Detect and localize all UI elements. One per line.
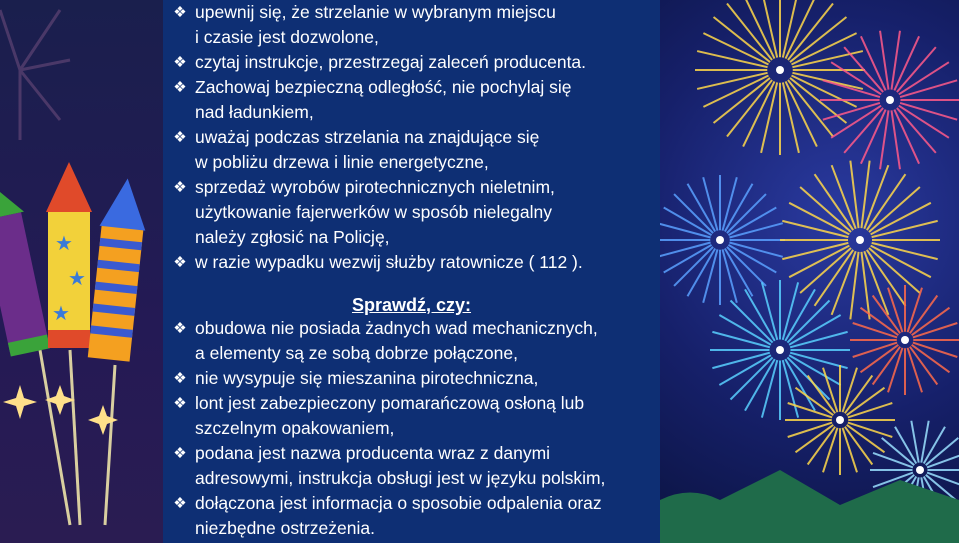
check-item-text: a elementy są ze sobą dobrze połączone,: [195, 343, 518, 363]
bullet-icon: ❖: [173, 79, 187, 96]
bullet-icon: ❖: [173, 4, 187, 21]
firework-burst-icon: [780, 161, 940, 320]
check-item-text: szczelnym opakowaniem,: [195, 418, 395, 438]
svg-text:★: ★: [52, 303, 70, 325]
firework-burst-icon: [0, 10, 70, 140]
bullet-icon: ❖: [173, 129, 187, 146]
firework-burst-icon: [785, 365, 895, 475]
firework-burst-icon: [850, 285, 959, 395]
warning-item-text: sprzedaż wyrobów pirotechnicznych nieletnim,: [195, 177, 555, 197]
bullet-icon: ❖: [173, 179, 187, 196]
check-item-text: niezbędne ostrzeżenia.: [195, 518, 375, 538]
warning-item-text: czytaj instrukcje, przestrzegaj zaleceń producenta.: [195, 52, 587, 72]
firework-burst-icon: [820, 31, 959, 170]
check-item-text: dołączona jest informacja o sposobie odpalenia oraz: [195, 493, 602, 513]
check-heading: Sprawdź, czy:: [351, 295, 472, 315]
check-item-text: nie wysypuje się mieszanina pirotechniczna,: [195, 368, 539, 388]
warning-item-text: należy zgłosić na Policję,: [195, 227, 390, 247]
svg-text:★: ★: [68, 268, 86, 290]
rocket-icon: [86, 176, 151, 362]
warning-item-text: upewnij się, że strzelanie w wybranym miejscu: [195, 2, 556, 22]
rockets-illustration: [0, 0, 163, 543]
check-item-text: adresowymi, instrukcja obsługi jest w języku polskim,: [195, 468, 606, 488]
bullet-icon: ❖: [173, 54, 187, 71]
warning-item-text: nad ładunkiem,: [195, 102, 314, 122]
check-item-text: lont jest zabezpieczony pomarańczową osłoną lub: [195, 393, 585, 413]
warning-item-text: w pobliżu drzewa i linie energetyczne,: [195, 152, 489, 172]
check-item-text: obudowa nie posiada żadnych wad mechanicznych,: [195, 318, 598, 338]
bullet-icon: ❖: [173, 445, 187, 462]
bullet-icon: ❖: [173, 370, 187, 387]
warning-item-text: Zachowaj bezpieczną odległość, nie pochylaj się: [195, 77, 572, 97]
svg-text:★: ★: [55, 233, 73, 255]
rocket-icon: [46, 162, 92, 348]
bullet-icon: ❖: [173, 254, 187, 271]
rocket-icon: [0, 182, 50, 356]
bullet-icon: ❖: [173, 320, 187, 337]
warning-item-text: uważaj podczas strzelania na znajdujące się: [195, 127, 540, 147]
safety-rules-panel: [163, 0, 660, 543]
warning-item-text: użytkowanie fajerwerków w sposób nielegalny: [195, 202, 552, 222]
warning-item-text: w razie wypadku wezwij służby ratownicze ( 112 ).: [195, 252, 583, 272]
firework-burst-icon: [660, 175, 785, 305]
check-item-text: podana jest nazwa producenta wraz z danymi: [195, 443, 551, 463]
bullet-icon: ❖: [173, 395, 187, 412]
bullet-icon: ❖: [173, 495, 187, 512]
warning-item-text: i czasie jest dozwolone,: [195, 27, 379, 47]
firework-burst-icon: [710, 280, 850, 420]
fireworks-illustration: [660, 0, 959, 543]
